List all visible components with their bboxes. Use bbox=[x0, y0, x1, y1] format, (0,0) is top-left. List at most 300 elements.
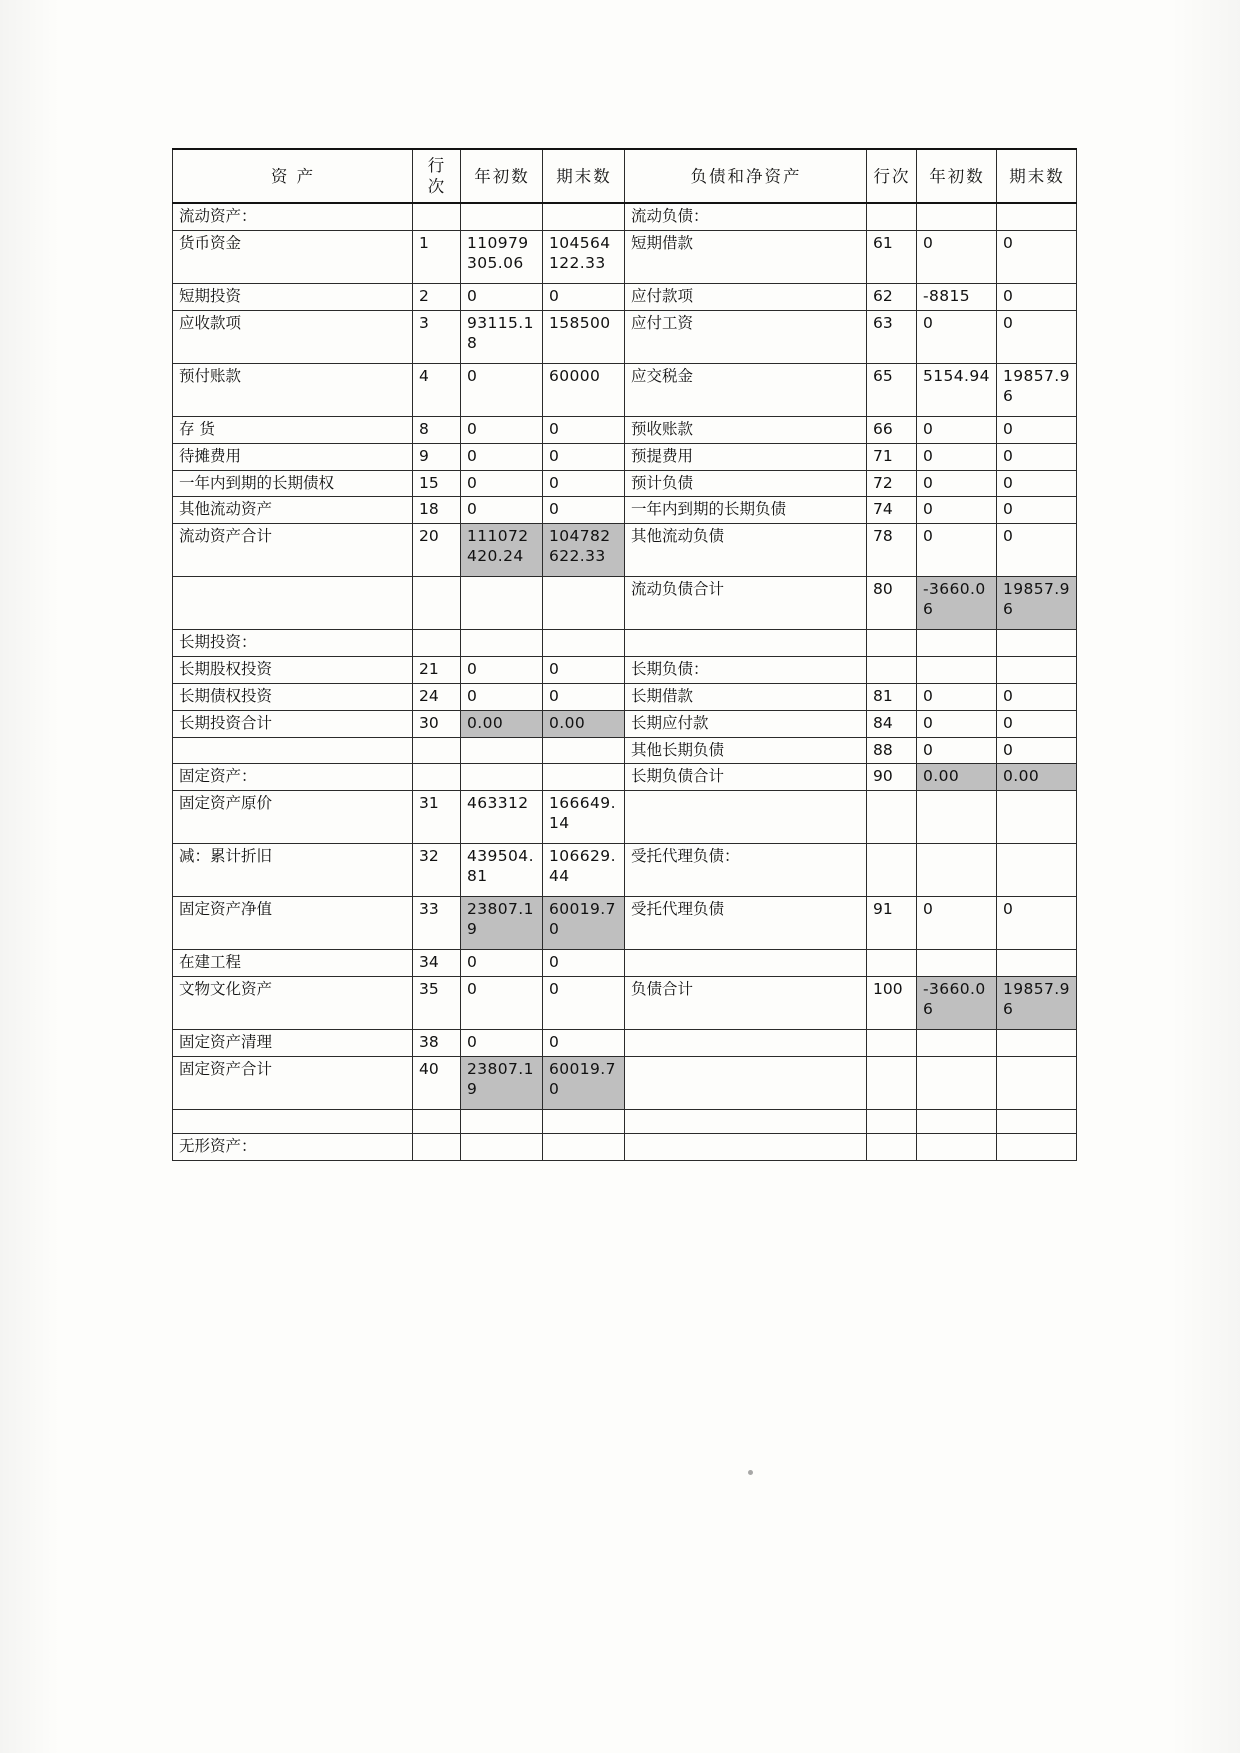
table-row bbox=[173, 897, 1077, 950]
asset-end-cell-text bbox=[549, 633, 619, 650]
asset-line-no-cell bbox=[413, 791, 461, 844]
asset-end-cell-text: 60019.70 bbox=[549, 900, 616, 938]
asset-begin-cell bbox=[461, 764, 543, 791]
asset-begin-cell bbox=[461, 1133, 543, 1160]
liability-begin-cell bbox=[917, 657, 997, 684]
asset-end-cell-text bbox=[549, 767, 619, 784]
liability-begin-cell bbox=[917, 416, 997, 443]
asset-begin-cell-text: 0 bbox=[467, 1032, 478, 1051]
liability-label-cell bbox=[625, 710, 867, 737]
liability-begin-cell bbox=[917, 791, 997, 844]
liability-begin-cell bbox=[917, 1056, 997, 1109]
liability-begin-cell-text bbox=[923, 1033, 991, 1050]
asset-line-no-cell-text bbox=[419, 1137, 455, 1154]
liability-label-cell-text: 一年内到期的长期负债 bbox=[631, 500, 787, 519]
asset-begin-cell bbox=[461, 710, 543, 737]
asset-line-no-cell-text: 21 bbox=[419, 660, 439, 679]
table-row bbox=[173, 1109, 1077, 1133]
asset-label-cell-text: 待摊费用 bbox=[179, 446, 242, 465]
liability-line-no-cell-text bbox=[873, 1060, 911, 1106]
liability-label-cell bbox=[625, 284, 867, 311]
liability-begin-cell-text bbox=[923, 1113, 991, 1130]
asset-label-cell-text: 文物文化资产 bbox=[179, 979, 273, 998]
liability-begin-cell-text: -3660.06 bbox=[923, 979, 986, 1018]
asset-label-cell bbox=[173, 443, 413, 470]
liability-label-cell bbox=[625, 310, 867, 363]
liability-end-cell bbox=[997, 363, 1077, 416]
asset-begin-cell-text: 110979305.06 bbox=[467, 234, 529, 272]
asset-line-no-cell bbox=[413, 231, 461, 284]
liability-begin-cell-text bbox=[923, 794, 991, 840]
asset-end-cell bbox=[543, 1056, 625, 1109]
asset-label-cell-text: 固定资产原价 bbox=[179, 794, 273, 813]
liability-label-cell bbox=[625, 203, 867, 230]
liability-end-cell-text bbox=[1003, 1060, 1071, 1106]
asset-label-cell bbox=[173, 416, 413, 443]
asset-line-no-cell bbox=[413, 897, 461, 950]
liability-line-no-cell-text: 71 bbox=[873, 446, 893, 465]
liability-end-cell-text: 0 bbox=[1003, 740, 1014, 759]
table-row bbox=[173, 683, 1077, 710]
asset-line-no-cell-text bbox=[419, 633, 455, 650]
asset-end-cell-text: 60019.70 bbox=[549, 1059, 616, 1098]
asset-end-cell bbox=[543, 416, 625, 443]
asset-end-cell bbox=[543, 844, 625, 897]
liability-end-cell-text: 19857.96 bbox=[1003, 366, 1070, 405]
asset-end-cell-text: 158500 bbox=[549, 313, 611, 332]
liability-label-cell-text: 长期借款 bbox=[631, 686, 694, 705]
liability-end-cell bbox=[997, 950, 1077, 977]
liability-label-cell bbox=[625, 577, 867, 630]
table-row bbox=[173, 1029, 1077, 1056]
asset-end-cell bbox=[543, 976, 625, 1029]
asset-begin-cell-text: 0 bbox=[467, 366, 478, 385]
header-assets: 资 产 bbox=[173, 149, 413, 203]
asset-end-cell bbox=[543, 524, 625, 577]
asset-line-no-cell bbox=[413, 683, 461, 710]
asset-label-cell bbox=[173, 284, 413, 311]
asset-end-cell bbox=[543, 1109, 625, 1133]
liability-line-no-cell-text bbox=[873, 1033, 911, 1050]
asset-begin-cell bbox=[461, 416, 543, 443]
asset-label-cell-text: 长期股权投资 bbox=[179, 660, 273, 679]
liability-begin-cell bbox=[917, 497, 997, 524]
asset-begin-cell bbox=[461, 737, 543, 764]
asset-line-no-cell bbox=[413, 416, 461, 443]
asset-begin-cell bbox=[461, 524, 543, 577]
liability-label-cell bbox=[625, 497, 867, 524]
liability-line-no-cell bbox=[867, 897, 917, 950]
asset-end-cell bbox=[543, 657, 625, 684]
table-row bbox=[173, 1133, 1077, 1160]
asset-label-cell-text: 其他流动资产 bbox=[179, 500, 273, 519]
asset-end-cell-text bbox=[549, 207, 619, 224]
table-row bbox=[173, 577, 1077, 630]
table-row bbox=[173, 363, 1077, 416]
asset-line-no-cell-text: 30 bbox=[419, 713, 439, 732]
liability-begin-cell-text: 0.00 bbox=[923, 767, 960, 786]
liability-end-cell bbox=[997, 231, 1077, 284]
table-row bbox=[173, 416, 1077, 443]
asset-line-no-cell-text: 24 bbox=[419, 686, 439, 705]
asset-line-no-cell bbox=[413, 497, 461, 524]
asset-line-no-cell bbox=[413, 443, 461, 470]
liability-line-no-cell bbox=[867, 844, 917, 897]
asset-line-no-cell-text: 4 bbox=[419, 366, 429, 385]
liability-line-no-cell-text: 74 bbox=[873, 500, 893, 519]
asset-begin-cell bbox=[461, 497, 543, 524]
liability-begin-cell bbox=[917, 231, 997, 284]
liability-end-cell bbox=[997, 1029, 1077, 1056]
asset-end-cell bbox=[543, 1133, 625, 1160]
asset-line-no-cell bbox=[413, 1133, 461, 1160]
header-begin-liabilities: 年初数 bbox=[917, 149, 997, 203]
asset-end-cell-text: 104782622.33 bbox=[549, 527, 611, 566]
liability-end-cell bbox=[997, 764, 1077, 791]
asset-begin-cell-text: 0 bbox=[467, 953, 478, 972]
liability-label-cell bbox=[625, 363, 867, 416]
liability-begin-cell-text bbox=[923, 660, 991, 677]
asset-begin-cell-text bbox=[467, 580, 537, 626]
asset-begin-cell bbox=[461, 950, 543, 977]
liability-end-cell bbox=[997, 683, 1077, 710]
asset-label-cell bbox=[173, 764, 413, 791]
liability-begin-cell-text: 0 bbox=[923, 527, 934, 546]
liability-line-no-cell bbox=[867, 416, 917, 443]
liability-end-cell bbox=[997, 976, 1077, 1029]
liability-label-cell-text bbox=[631, 1060, 861, 1106]
asset-line-no-cell bbox=[413, 1029, 461, 1056]
liability-begin-cell-text: -3660.06 bbox=[923, 580, 986, 619]
balance-sheet-body bbox=[173, 149, 1077, 1160]
liability-end-cell bbox=[997, 657, 1077, 684]
liability-begin-cell bbox=[917, 737, 997, 764]
liability-begin-cell bbox=[917, 976, 997, 1029]
liability-end-cell bbox=[997, 203, 1077, 230]
liability-end-cell-text: 0 bbox=[1003, 287, 1014, 306]
liability-label-cell-text bbox=[631, 794, 861, 840]
asset-end-cell-text: 0 bbox=[549, 419, 560, 438]
liability-line-no-cell-text bbox=[873, 953, 911, 970]
table-row bbox=[173, 737, 1077, 764]
liability-end-cell bbox=[997, 737, 1077, 764]
asset-begin-cell-text bbox=[467, 767, 537, 784]
liability-label-cell-text: 应付款项 bbox=[631, 287, 694, 306]
table-header-row bbox=[173, 149, 1077, 203]
asset-line-no-cell-text: 18 bbox=[419, 500, 439, 519]
table-row bbox=[173, 284, 1077, 311]
asset-label-cell-text: 预付账款 bbox=[179, 366, 242, 385]
asset-label-cell-text: 固定资产合计 bbox=[179, 1059, 273, 1078]
liability-line-no-cell bbox=[867, 363, 917, 416]
liability-end-cell bbox=[997, 470, 1077, 497]
liability-label-cell bbox=[625, 791, 867, 844]
liability-end-cell-text bbox=[1003, 1033, 1071, 1050]
asset-label-cell-text: 流动资产： bbox=[179, 207, 257, 226]
liability-end-cell bbox=[997, 897, 1077, 950]
asset-end-cell bbox=[543, 683, 625, 710]
liability-label-cell-text: 流动负债： bbox=[631, 207, 709, 226]
liability-label-cell-text: 受托代理负债 bbox=[631, 900, 725, 919]
liability-begin-cell-text bbox=[923, 1137, 991, 1154]
asset-label-cell bbox=[173, 1109, 413, 1133]
liability-end-cell-text bbox=[1003, 207, 1071, 224]
asset-begin-cell bbox=[461, 657, 543, 684]
liability-label-cell-text: 长期负债： bbox=[631, 660, 709, 679]
header-begin-assets: 年初数 bbox=[461, 149, 543, 203]
asset-line-no-cell bbox=[413, 764, 461, 791]
liability-label-cell-text bbox=[631, 1137, 861, 1154]
asset-label-cell-text: 固定资产净值 bbox=[179, 900, 273, 919]
asset-end-cell-text bbox=[549, 1113, 619, 1130]
asset-label-cell bbox=[173, 1029, 413, 1056]
liability-line-no-cell bbox=[867, 710, 917, 737]
asset-begin-cell bbox=[461, 1056, 543, 1109]
asset-end-cell-text: 0.00 bbox=[549, 713, 586, 732]
table-row bbox=[173, 950, 1077, 977]
liability-line-no-cell-text: 61 bbox=[873, 234, 893, 253]
liability-begin-cell bbox=[917, 1133, 997, 1160]
table-row bbox=[173, 470, 1077, 497]
liability-begin-cell-text: 5154.94 bbox=[923, 366, 990, 385]
asset-begin-cell-text: 0 bbox=[467, 500, 478, 519]
liability-begin-cell bbox=[917, 764, 997, 791]
table-row bbox=[173, 443, 1077, 470]
asset-end-cell-text: 0 bbox=[549, 446, 560, 465]
asset-label-cell-text: 固定资产： bbox=[179, 767, 257, 786]
asset-begin-cell bbox=[461, 443, 543, 470]
liability-line-no-cell bbox=[867, 470, 917, 497]
liability-begin-cell-text: 0 bbox=[923, 713, 934, 732]
liability-begin-cell bbox=[917, 710, 997, 737]
asset-end-cell bbox=[543, 710, 625, 737]
asset-label-cell bbox=[173, 231, 413, 284]
liability-begin-cell bbox=[917, 844, 997, 897]
asset-label-cell-text: 短期投资 bbox=[179, 287, 242, 306]
liability-line-no-cell bbox=[867, 577, 917, 630]
asset-end-cell bbox=[543, 203, 625, 230]
liability-begin-cell bbox=[917, 284, 997, 311]
liability-begin-cell bbox=[917, 470, 997, 497]
liability-label-cell bbox=[625, 1056, 867, 1109]
asset-end-cell bbox=[543, 470, 625, 497]
asset-end-cell bbox=[543, 764, 625, 791]
asset-line-no-cell bbox=[413, 203, 461, 230]
asset-end-cell bbox=[543, 284, 625, 311]
asset-line-no-cell bbox=[413, 363, 461, 416]
liability-begin-cell bbox=[917, 524, 997, 577]
table-row bbox=[173, 203, 1077, 230]
asset-label-cell bbox=[173, 524, 413, 577]
asset-label-cell bbox=[173, 844, 413, 897]
asset-label-cell bbox=[173, 1133, 413, 1160]
liability-label-cell-text: 受托代理负债： bbox=[631, 847, 740, 866]
asset-end-cell bbox=[543, 231, 625, 284]
asset-begin-cell-text: 93115.18 bbox=[467, 313, 534, 352]
asset-label-cell-text bbox=[179, 741, 407, 758]
header-liabilities: 负债和净资产 bbox=[625, 149, 867, 203]
asset-begin-cell bbox=[461, 791, 543, 844]
asset-label-cell-text: 固定资产清理 bbox=[179, 1032, 273, 1051]
liability-begin-cell bbox=[917, 897, 997, 950]
asset-line-no-cell bbox=[413, 470, 461, 497]
liability-end-cell bbox=[997, 497, 1077, 524]
scan-artifact-speck bbox=[748, 1470, 753, 1475]
liability-end-cell bbox=[997, 577, 1077, 630]
asset-label-cell-text: 减：累计折旧 bbox=[179, 847, 273, 866]
asset-end-cell bbox=[543, 791, 625, 844]
liability-begin-cell bbox=[917, 950, 997, 977]
liability-line-no-cell bbox=[867, 284, 917, 311]
asset-line-no-cell bbox=[413, 710, 461, 737]
liability-begin-cell-text bbox=[923, 847, 991, 893]
asset-begin-cell bbox=[461, 897, 543, 950]
asset-begin-cell-text: 0 bbox=[467, 287, 478, 306]
asset-label-cell bbox=[173, 950, 413, 977]
table-row bbox=[173, 630, 1077, 657]
liability-line-no-cell-text: 80 bbox=[873, 580, 893, 599]
asset-begin-cell-text: 0 bbox=[467, 446, 478, 465]
asset-end-cell bbox=[543, 630, 625, 657]
asset-line-no-cell-text bbox=[419, 741, 455, 758]
asset-end-cell bbox=[543, 1029, 625, 1056]
asset-label-cell-text: 存 货 bbox=[179, 419, 215, 438]
liability-end-cell-text: 0 bbox=[1003, 446, 1014, 465]
asset-begin-cell-text bbox=[467, 741, 537, 758]
liability-begin-cell-text: 0 bbox=[923, 473, 934, 492]
table-row bbox=[173, 231, 1077, 284]
liability-line-no-cell bbox=[867, 683, 917, 710]
asset-end-cell bbox=[543, 497, 625, 524]
liability-begin-cell bbox=[917, 1029, 997, 1056]
table-row bbox=[173, 657, 1077, 684]
table-row bbox=[173, 976, 1077, 1029]
asset-begin-cell bbox=[461, 231, 543, 284]
liability-line-no-cell-text bbox=[873, 633, 911, 650]
asset-begin-cell-text: 439504.81 bbox=[467, 847, 534, 885]
asset-begin-cell bbox=[461, 1029, 543, 1056]
liability-label-cell-text: 应交税金 bbox=[631, 366, 694, 385]
liability-label-cell-text: 预提费用 bbox=[631, 446, 694, 465]
asset-label-cell bbox=[173, 203, 413, 230]
liability-line-no-cell-text: 91 bbox=[873, 900, 893, 919]
asset-begin-cell bbox=[461, 363, 543, 416]
liability-line-no-cell bbox=[867, 231, 917, 284]
asset-line-no-cell-text: 20 bbox=[419, 527, 439, 546]
asset-end-cell-text: 0 bbox=[549, 953, 560, 972]
asset-label-cell bbox=[173, 497, 413, 524]
asset-label-cell-text: 长期投资： bbox=[179, 633, 257, 652]
liability-line-no-cell bbox=[867, 1056, 917, 1109]
asset-line-no-cell-text: 38 bbox=[419, 1032, 439, 1051]
liability-end-cell-text: 19857.96 bbox=[1003, 580, 1070, 619]
asset-begin-cell bbox=[461, 577, 543, 630]
liability-end-cell-text bbox=[1003, 660, 1071, 677]
asset-end-cell-text: 0 bbox=[549, 500, 560, 519]
asset-label-cell bbox=[173, 683, 413, 710]
liability-line-no-cell-text: 100 bbox=[873, 979, 903, 998]
header-line-no-liabilities: 行次 bbox=[867, 149, 917, 203]
asset-begin-cell-text: 0 bbox=[467, 979, 478, 998]
asset-line-no-cell bbox=[413, 737, 461, 764]
liability-begin-cell bbox=[917, 683, 997, 710]
asset-end-cell bbox=[543, 897, 625, 950]
asset-line-no-cell-text bbox=[419, 767, 455, 784]
liability-label-cell bbox=[625, 231, 867, 284]
asset-begin-cell bbox=[461, 1109, 543, 1133]
liability-line-no-cell bbox=[867, 950, 917, 977]
asset-label-cell-text: 货币资金 bbox=[179, 234, 242, 253]
liability-line-no-cell-text bbox=[873, 660, 911, 677]
liability-end-cell bbox=[997, 844, 1077, 897]
liability-line-no-cell bbox=[867, 497, 917, 524]
liability-begin-cell-text: 0 bbox=[923, 686, 934, 705]
liability-end-cell bbox=[997, 284, 1077, 311]
asset-line-no-cell-text: 9 bbox=[419, 446, 429, 465]
liability-line-no-cell-text: 63 bbox=[873, 313, 893, 332]
asset-label-cell bbox=[173, 897, 413, 950]
asset-begin-cell-text: 0 bbox=[467, 660, 478, 679]
liability-begin-cell-text bbox=[923, 953, 991, 970]
liability-label-cell bbox=[625, 470, 867, 497]
liability-end-cell bbox=[997, 524, 1077, 577]
liability-begin-cell bbox=[917, 1109, 997, 1133]
liability-label-cell bbox=[625, 950, 867, 977]
liability-begin-cell-text: 0 bbox=[923, 500, 934, 519]
asset-begin-cell bbox=[461, 310, 543, 363]
table-row bbox=[173, 844, 1077, 897]
liability-end-cell-text bbox=[1003, 794, 1071, 840]
liability-line-no-cell-text: 84 bbox=[873, 713, 893, 732]
liability-label-cell-text: 负债合计 bbox=[631, 979, 694, 998]
liability-label-cell-text: 短期借款 bbox=[631, 234, 694, 253]
asset-begin-cell-text bbox=[467, 633, 537, 650]
liability-end-cell bbox=[997, 1109, 1077, 1133]
asset-line-no-cell bbox=[413, 1109, 461, 1133]
asset-line-no-cell bbox=[413, 524, 461, 577]
asset-line-no-cell-text bbox=[419, 207, 455, 224]
liability-begin-cell-text: 0 bbox=[923, 740, 934, 759]
asset-begin-cell bbox=[461, 203, 543, 230]
asset-line-no-cell-text: 33 bbox=[419, 900, 439, 919]
liability-end-cell-text: 0 bbox=[1003, 234, 1014, 253]
asset-begin-cell-text: 463312 bbox=[467, 794, 529, 813]
liability-begin-cell bbox=[917, 630, 997, 657]
liability-label-cell bbox=[625, 443, 867, 470]
liability-line-no-cell-text bbox=[873, 794, 911, 840]
asset-line-no-cell bbox=[413, 630, 461, 657]
asset-line-no-cell-text: 40 bbox=[419, 1059, 439, 1078]
liability-line-no-cell-text: 72 bbox=[873, 473, 893, 492]
liability-label-cell bbox=[625, 897, 867, 950]
asset-line-no-cell bbox=[413, 284, 461, 311]
liability-end-cell bbox=[997, 710, 1077, 737]
liability-label-cell-text bbox=[631, 953, 861, 970]
asset-label-cell bbox=[173, 791, 413, 844]
liability-line-no-cell-text: 90 bbox=[873, 767, 893, 786]
liability-line-no-cell-text: 88 bbox=[873, 740, 893, 759]
asset-end-cell-text: 104564122.33 bbox=[549, 234, 611, 272]
liability-line-no-cell-text bbox=[873, 207, 911, 224]
liability-label-cell-text bbox=[631, 633, 861, 650]
liability-begin-cell-text bbox=[923, 207, 991, 224]
asset-line-no-cell-text: 35 bbox=[419, 979, 439, 998]
asset-end-cell-text: 0 bbox=[549, 686, 560, 705]
liability-label-cell-text bbox=[631, 1113, 861, 1130]
asset-end-cell bbox=[543, 363, 625, 416]
liability-label-cell bbox=[625, 683, 867, 710]
liability-label-cell bbox=[625, 416, 867, 443]
